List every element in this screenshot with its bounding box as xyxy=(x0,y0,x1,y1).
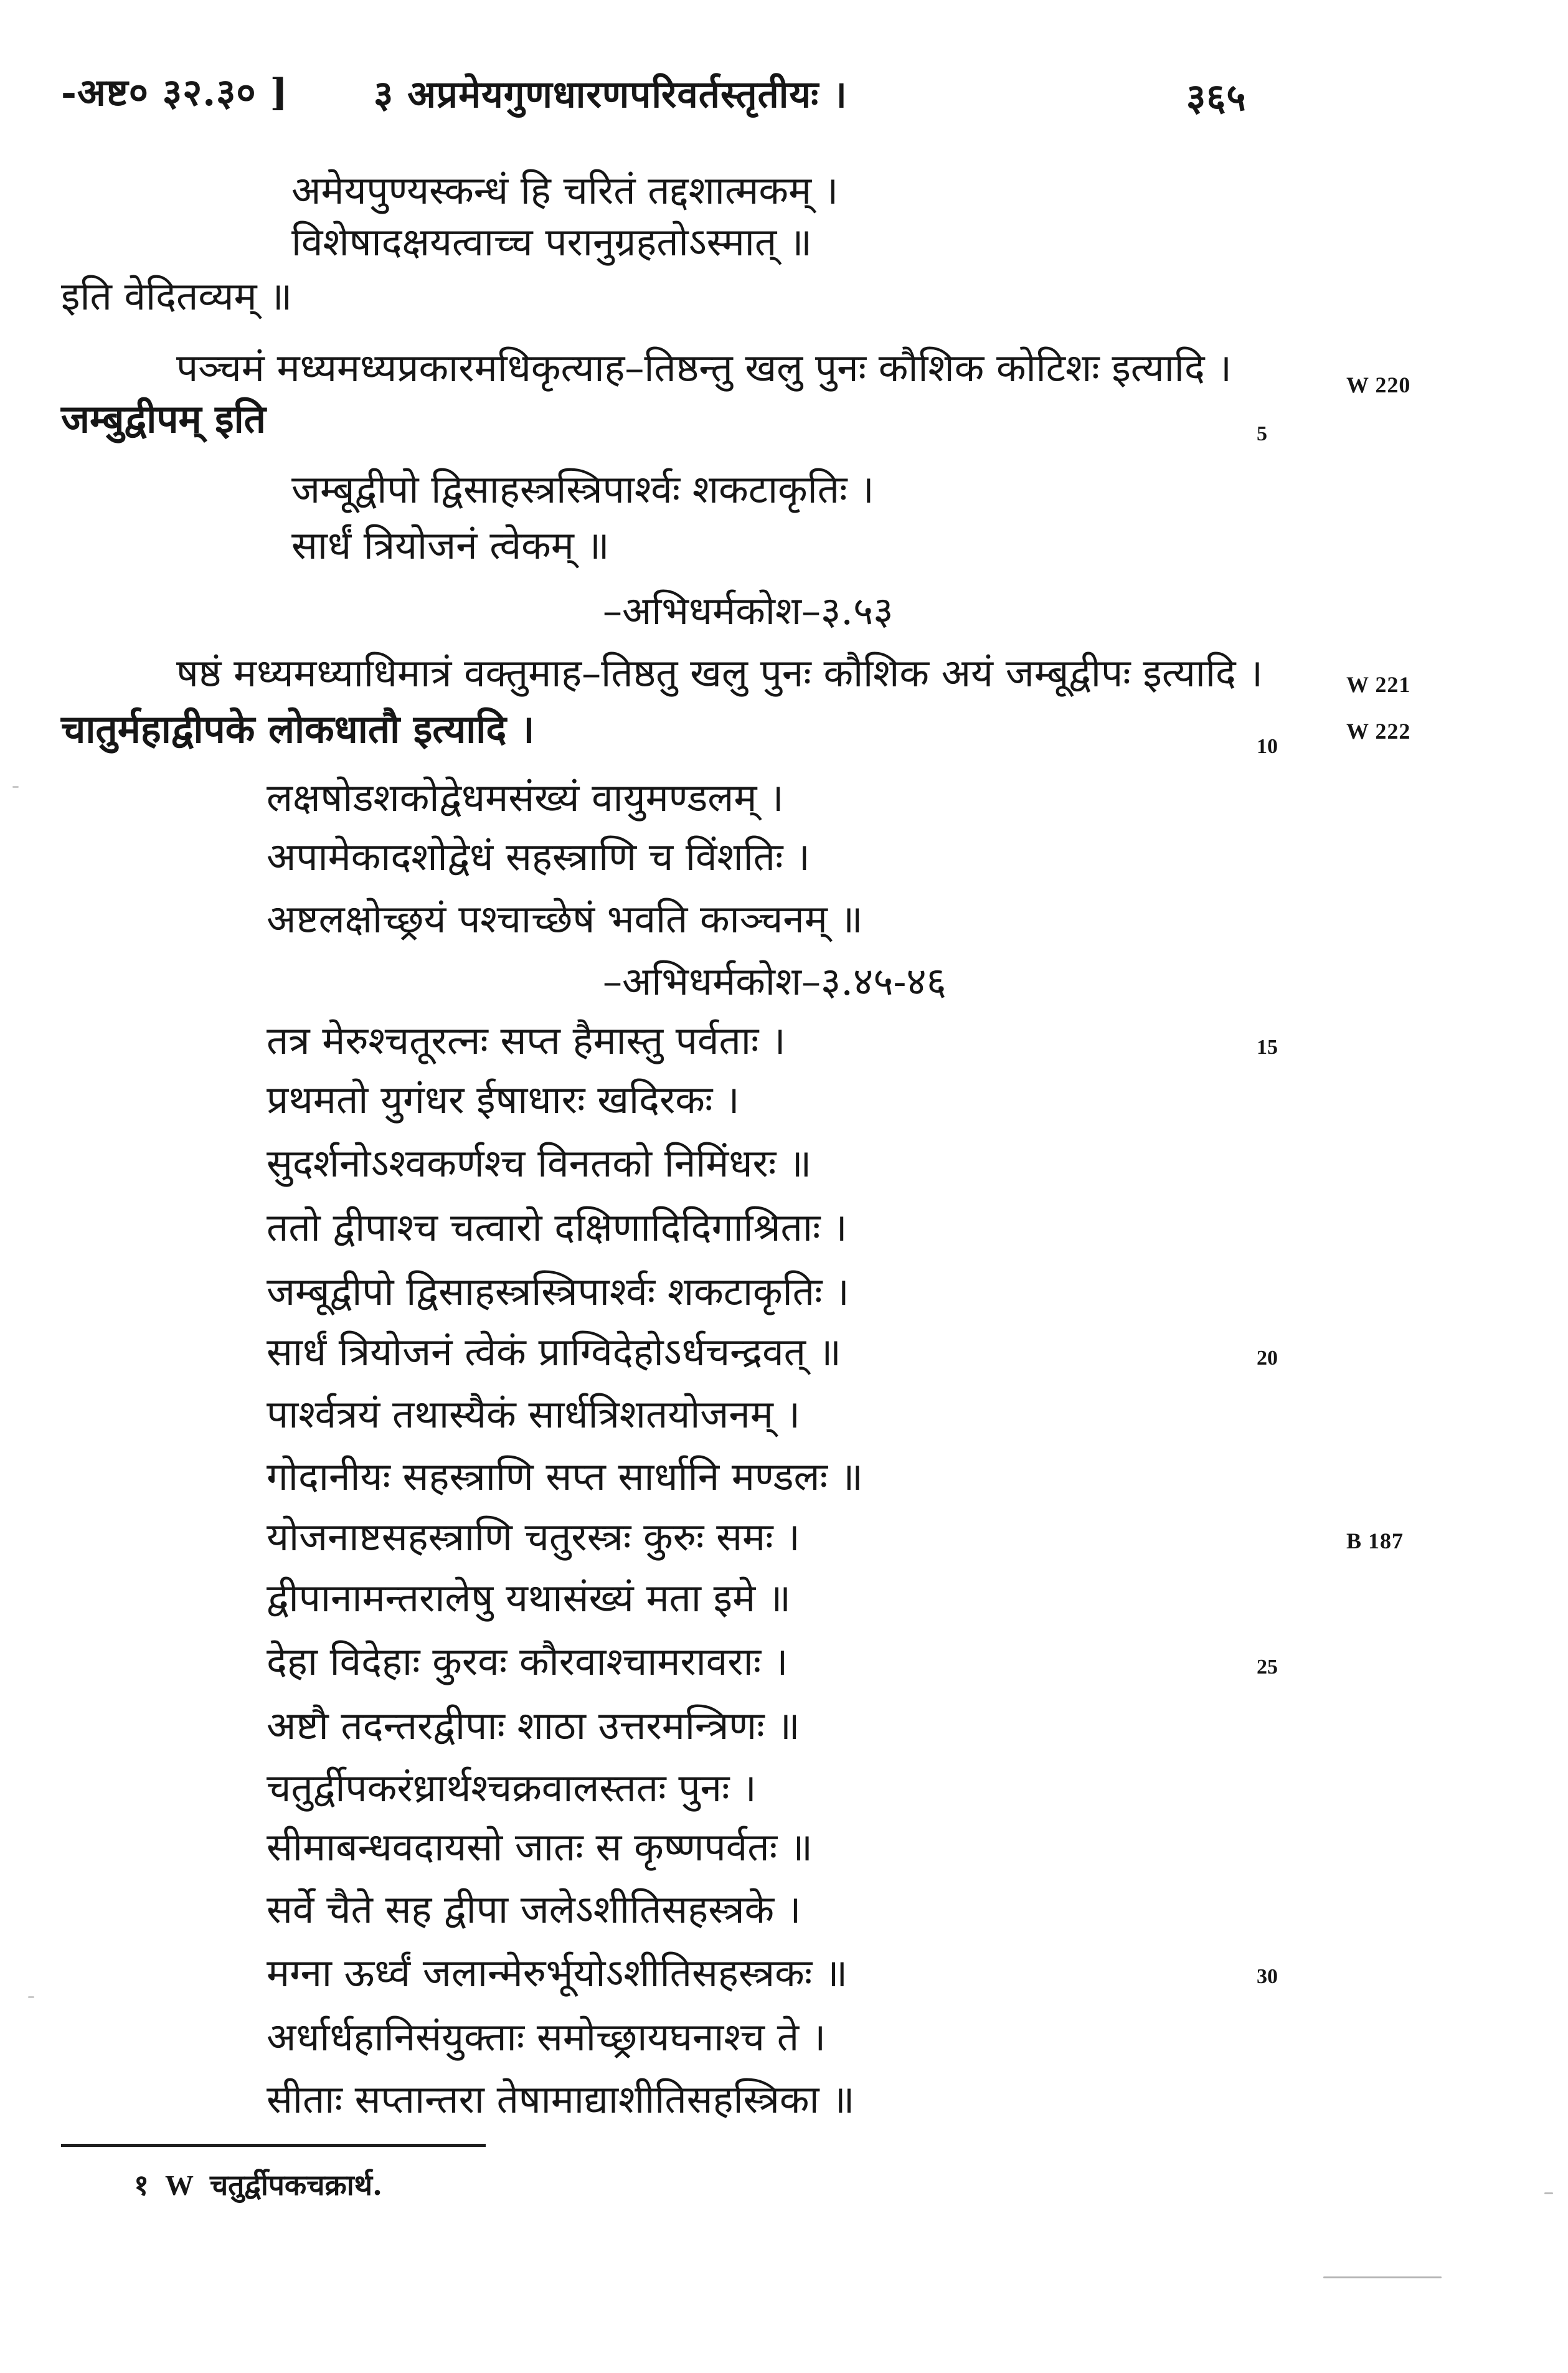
verse-line: सीताः सप्तान्तरा तेषामाद्याशीतिसहस्त्रिका ॥ xyxy=(267,2077,855,2122)
verse-line: गोदानीयः सहस्त्राणि सप्त सार्धानि मण्डलः ॥ xyxy=(267,1454,863,1499)
prose-line: चातुर्महाद्वीपके लोकधातौ इत्यादि । xyxy=(61,706,535,752)
line-number: 20 xyxy=(1257,1347,1278,1370)
verse-line: जम्बूद्वीपो द्विसाहस्त्रस्त्रिपार्श्वः शकटाकृतिः । xyxy=(267,1269,849,1314)
verse-line: सार्धं त्रियोजनं त्वेकम् ॥ xyxy=(291,523,610,568)
verse-line: देहा विदेहाः कुरवः कौरवाश्चामरावराः । xyxy=(267,1639,788,1684)
prose-line: षष्ठं मध्यमध्याधिमात्रं वक्तुमाह–तिष्ठतु खलु पुनः कौशिक अयं जम्बूद्वीपः इत्यादि । xyxy=(176,650,1263,696)
margin-ref: W 222 xyxy=(1346,719,1411,744)
prose-line: इति वेदितव्यम् ॥ xyxy=(61,273,293,319)
citation-line: –अभिधर्मकोश–३.५३ xyxy=(603,588,894,633)
verse-line: जम्बूद्वीपो द्विसाहस्त्रस्त्रिपार्श्वः शकटाकृतिः । xyxy=(291,467,874,512)
verse-line: अर्धार्धहानिसंयुक्ताः समोच्छ्रायघनाश्च ते । xyxy=(267,2014,826,2060)
verse-line: सुदर्शनोऽश्वकर्णश्च विनतको निमिंधरः ॥ xyxy=(267,1140,812,1186)
verse-line: मग्ना ऊर्ध्वं जलान्मेरुर्भूयोऽशीतिसहस्त्रकः ॥ xyxy=(267,1950,848,1996)
prose-line: पञ्चमं मध्यमध्यप्रकारमधिकृत्याह–तिष्ठन्तु खलु पुनः कौशिक कोटिशः इत्यादि । xyxy=(176,345,1232,391)
line-number: 30 xyxy=(1257,1965,1278,1988)
scan-speck xyxy=(28,1996,34,1998)
line-number: 15 xyxy=(1257,1036,1278,1059)
verse-line: द्वीपानामन्तरालेषु यथासंख्यं मता इमे ॥ xyxy=(267,1575,791,1621)
verse-line: अमेयपुण्यस्कन्धं हि चरितं तद्दशात्मकम् । xyxy=(291,168,839,213)
verse-line: चतुर्द्वीपकरंध्रार्थश्चक्रवालस्ततः पुनः । xyxy=(267,1765,757,1811)
verse-line: तत्र मेरुश्चतूरत्नः सप्त हैमास्तु पर्वताः । xyxy=(267,1018,786,1063)
verse-line: अष्टौ तदन्तरद्वीपाः शाठा उत्तरमन्त्रिणः ॥ xyxy=(267,1703,800,1748)
verse-line: पार्श्वत्रयं तथास्यैकं सार्धत्रिशतयोजनम् । xyxy=(267,1391,801,1437)
margin-ref: B 187 xyxy=(1346,1528,1404,1553)
verse-line: योजनाष्टसहस्त्राणि चतुरस्त्रः कुरुः समः । xyxy=(267,1514,800,1560)
verse-line: सर्वे चैते सह द्वीपा जलेऽशीतिसहस्त्रके । xyxy=(267,1887,801,1932)
verse-line: अपामेकादशोद्वेधं सहस्त्राणि च विंशतिः । xyxy=(267,834,810,879)
line-number: 25 xyxy=(1257,1655,1278,1679)
verse-line: सार्धं त्रियोजनं त्वेकं प्राग्विदेहोऽर्धचन्द्रवत् ॥ xyxy=(267,1329,841,1375)
verse-line: लक्षषोडशकोद्वेधमसंख्यं वायुमण्डलम् । xyxy=(267,775,784,820)
footnote-rule xyxy=(61,2144,486,2147)
verse-line: विशेषादक्षयत्वाच्च परानुग्रहतोऽस्मात् ॥ xyxy=(291,219,813,265)
scan-speck xyxy=(12,786,19,788)
line-number: 10 xyxy=(1257,735,1278,758)
verse-line: अष्टलक्षोच्छ्रयं पश्चाच्छेषं भवति काञ्चनम् ॥ xyxy=(267,896,863,942)
verse-line: प्रथमतो युगंधर ईषाधारः खदिरकः । xyxy=(267,1077,740,1122)
header-chapter-title: ३ अप्रमेयगुणधारणपरिवर्तस्तृतीयः । xyxy=(374,73,848,116)
footnote xyxy=(134,2165,382,2204)
scan-speck xyxy=(1323,2276,1442,2278)
verse-line: सीमाबन्धवदायसो जातः स कृष्णपर्वतः ॥ xyxy=(267,1824,813,1870)
margin-ref: W 220 xyxy=(1346,372,1411,397)
footnote-source: W xyxy=(164,2169,194,2201)
margin-ref: W 221 xyxy=(1346,672,1411,697)
line-number: 5 xyxy=(1257,422,1267,445)
citation-line: –अभिधर्मकोश–३.४५-४६ xyxy=(603,959,947,1004)
header-section-ref: -अष्ट० ३२.३० ] xyxy=(61,71,288,115)
footnote-text: चतुर्द्वीपकचक्रार्थ. xyxy=(209,2168,383,2202)
scan-speck xyxy=(1544,2192,1553,2194)
prose-line: जम्बुद्वीपम् इति xyxy=(61,396,266,442)
header-page-number: ३६५ xyxy=(1186,76,1247,120)
footnote-marker: १ xyxy=(134,2168,149,2202)
verse-line: ततो द्वीपाश्च चत्वारो दक्षिणादिदिगाश्रिताः । xyxy=(267,1205,848,1250)
